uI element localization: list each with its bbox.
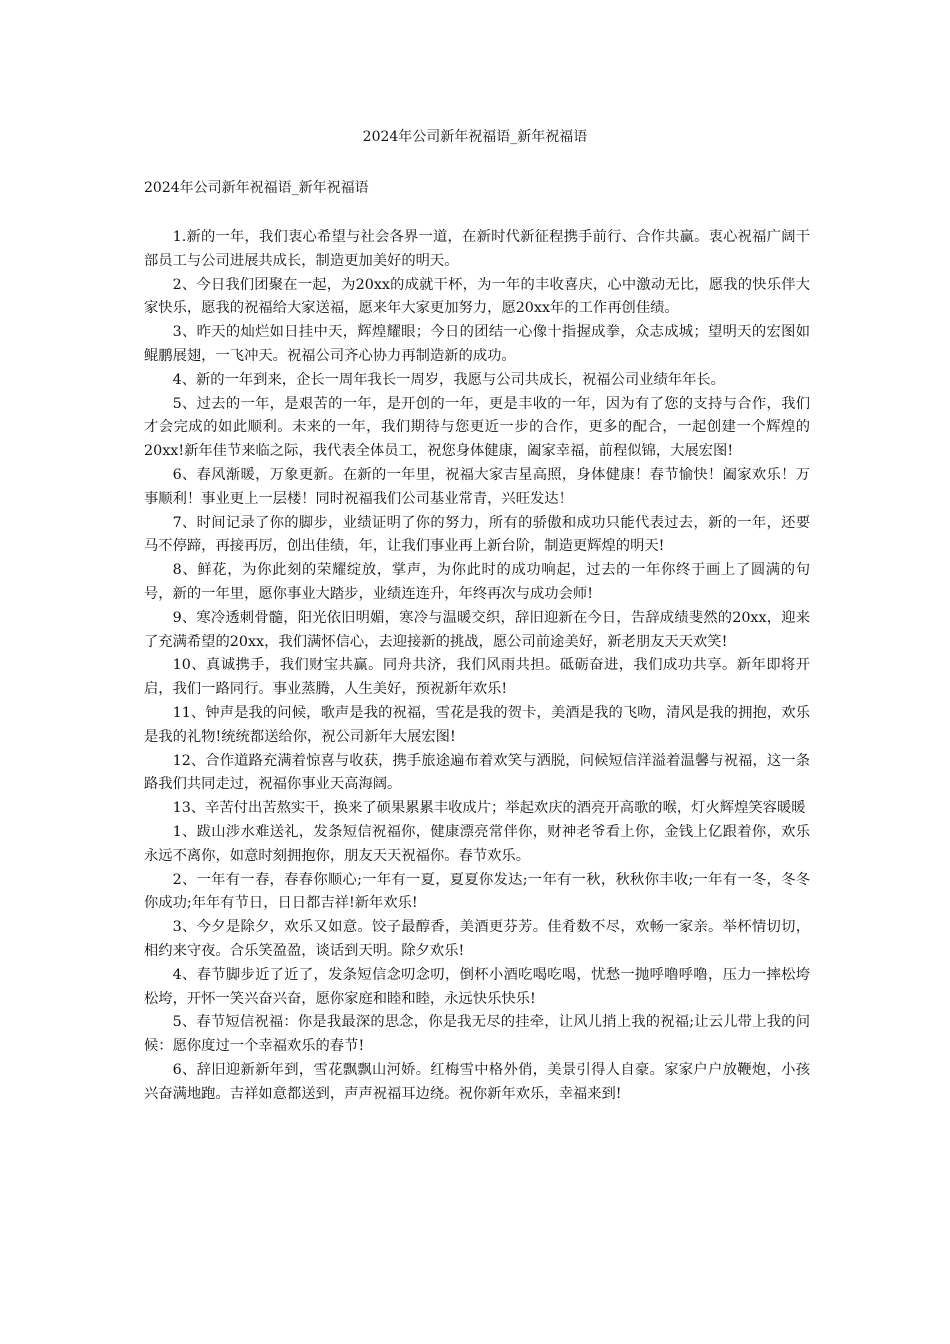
- document-subtitle: 2024年公司新年祝福语_新年祝福语: [144, 180, 369, 196]
- paragraph: 4、春节脚步近了近了，发条短信念叨念叨，倒杯小酒吃喝吃喝，忧愁一抛呼噜呼噜，压力一摔松垮松垮，开怀一笑兴奋兴奋，愿你家庭和睦和睦，永远快乐快乐!: [144, 966, 810, 1007]
- paragraph: 4、新的一年到来，企长一周年我长一周岁，我愿与公司共成长，祝福公司业绩年年长。: [172, 371, 725, 388]
- paragraph: 3、今夕是除夕，欢乐又如意。饺子最醇香，美酒更芬芳。佳肴数不尽，欢畅一家亲。举杯情切切，相约来守夜。合乐笑盈盈，谈话到天明。除夕欢乐!: [144, 919, 810, 959]
- paragraph: 8、鲜花，为你此刻的荣耀绽放，掌声，为你此时的成功响起，过去的一年你终于画上了圆满的句号，新的一年里，愿你事业大踏步，业绩连连升，年终再次与成功会师!: [144, 562, 810, 602]
- paragraph: 11、钟声是我的问候，歌声是我的祝福，雪花是我的贺卡，美酒是我的飞吻，清风是我的拥抱，欢乐是我的礼物!统统都送给你，祝公司新年大展宏图!: [144, 704, 810, 745]
- paragraph: 5、过去的一年，是艰苦的一年，是开创的一年，更是丰收的一年，因为有了您的支持与合作，我们才会完成的如此顺利。未来的一年，我们期待与您更近一步的合作，更多的配合，一起创建一个辉煌的20xx!新年佳节来临之际，我代表全体员工，祝您身体健康，阖家幸福，前程似锦，大展宏图!: [144, 395, 810, 460]
- paragraph: 2、今日我们团聚在一起，为20xx的成就干杯，为一年的丰收喜庆，心中激动无比，愿我的快乐伴大家快乐，愿我的祝福给大家送福，愿来年大家更加努力，愿20xx年的工作再创佳绩。: [144, 276, 810, 317]
- paragraph: 13、辛苦付出苦熬实干，换来了硕果累累丰收成片；举起欢庆的酒亮开高歌的喉，灯火辉煌笑容暖暖: [172, 800, 806, 817]
- paragraph: 5、春节短信祝福：你是我最深的思念，你是我无尽的挂牵，让风儿捎上我的祝福;让云儿带上我的问候：愿你度过一个幸福欢乐的春节!: [144, 1014, 810, 1055]
- paragraph: 1.新的一年，我们衷心希望与社会各界一道，在新时代新征程携手前行、合作共赢。衷心祝福广阔干部员工与公司进展共成长，制造更加美好的明天。: [144, 229, 810, 269]
- paragraph: 10、真诚携手，我们财宝共赢。同舟共济，我们风雨共担。砥砺奋进，我们成功共享。新年即将开启，我们一路同行。事业蒸腾，人生美好，预祝新年欢乐!: [144, 657, 810, 698]
- document-body: [144, 226, 810, 1106]
- paragraph: 2、一年有一春，春春你顺心;一年有一夏，夏夏你发达;一年有一秋，秋秋你丰收;一年有一冬，冬冬你成功;年年有节日，日日都吉祥!新年欢乐!: [144, 871, 810, 912]
- paragraph: 12、合作道路充满着惊喜与收获，携手旅途遍布着欢笑与洒脱，问候短信洋溢着温馨与祝福，这一条路我们共同走过，祝福你事业天高海阔。: [144, 752, 810, 793]
- paragraph: 6、辞旧迎新新年到，雪花飘飘山河娇。红梅雪中格外俏，美景引得人自豪。家家户户放鞭炮，小孩兴奋满地跑。吉祥如意都送到，声声祝福耳边绕。祝你新年欢乐，幸福来到!: [144, 1061, 810, 1102]
- paragraph: 7、时间记录了你的脚步，业绩证明了你的努力，所有的骄傲和成功只能代表过去，新的一年，还要马不停蹄，再接再厉，创出佳绩，年，让我们事业再上新台阶，制造更辉煌的明天!: [144, 514, 810, 555]
- document-title: 2024年公司新年祝福语_新年祝福语: [362, 129, 588, 145]
- paragraph: 3、昨天的灿烂如日挂中天，辉煌耀眼；今日的团结一心像十指握成拳，众志成城；望明天的宏图如鲲鹏展翅，一飞冲天。祝福公司齐心协力再制造新的成功。: [144, 324, 810, 364]
- paragraph: 6、春风渐暖，万象更新。在新的一年里，祝福大家吉星高照，身体健康！春节愉快！阖家欢乐！万事顺利！事业更上一层楼！同时祝福我们公司基业常青，兴旺发达！: [144, 466, 810, 507]
- paragraph: 9、寒冷透刺骨髓，阳光依旧明媚，寒冷与温暖交织，辞旧迎新在今日，告辞成绩斐然的20xx，迎来了充满希望的20xx，我们满怀信心，去迎接新的挑战，愿公司前途美好，新老朋友天天欢笑!: [144, 609, 810, 650]
- paragraph: 1、跋山涉水难送礼，发条短信祝福你，健康漂亮常伴你，财神老爷看上你，金钱上亿跟着你，欢乐永远不离你，如意时刻拥抱你，朋友天天祝福你。春节欢乐。: [144, 823, 810, 864]
